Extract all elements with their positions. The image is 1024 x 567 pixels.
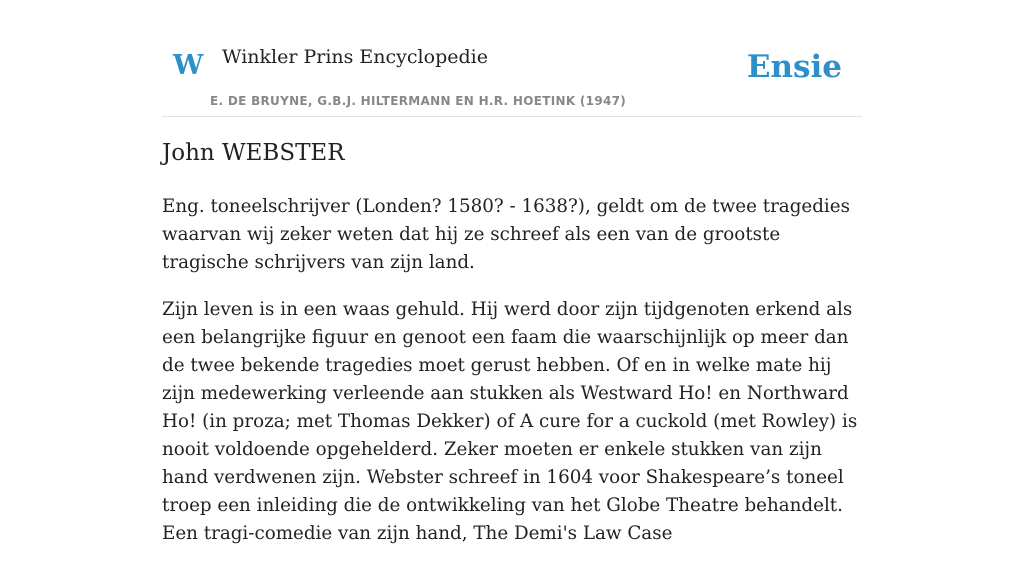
encyclopedia-title[interactable]: Winkler Prins Encyclopedie [222, 46, 488, 68]
encyclopedia-authors: E. DE BRUYNE, G.B.J. HILTERMANN EN H.R. HOETINK (1947) [210, 94, 627, 108]
ensie-logo-link[interactable]: Ensie [746, 49, 842, 85]
winkler-prins-logo[interactable]: W [173, 50, 204, 81]
article-body [162, 193, 862, 567]
article-title: John WEBSTER [162, 140, 345, 166]
article-paragraph: Eng. toneelschrijver (Londen? 1580? - 1638?), geldt om de twee tragedies waarvan wij zeker weten dat hij ze schreef als een van de grootste tragische schrijvers van zijn land. [162, 196, 850, 273]
site-header [162, 0, 862, 117]
article-paragraph: Zijn leven is in een waas gehuld. Hij werd door zijn tijdgenoten erkend als een belangrijke figuur en genoot een faam die waarschijnlijk op meer dan de twee bekende tragedies moet gerust hebben. Of en in welke mate hij zijn medewerking verleende aan stukken als Westward Ho! en Northward Ho! (in proza; met Thomas Dekker) of A cure for a cuckold (met Rowley) is nooit voldoende opgehelderd. Zeker moeten er enkele stukken van zijn hand verdwenen zijn. Webster schreef in 1604 voor Shakespeare’s toneel troep een inleiding die de ontwikkeling van het Globe Theatre behandelt. Een tragi-comedie van zijn hand, The Demi's Law Case [162, 299, 858, 544]
